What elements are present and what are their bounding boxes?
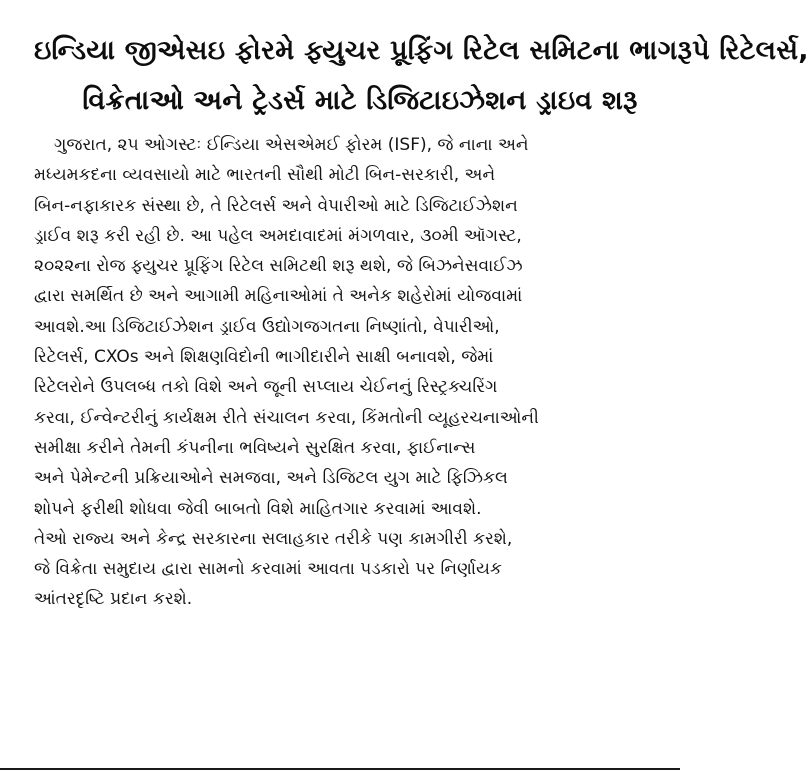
- body-line: રિટેલરોને ઉપલબ્ધ તકો વિશે અને જૂની સપ્લાય ચેઈનનું રિસ્ટ્રક્ચરિંગ: [34, 377, 498, 398]
- bottom-rule: [0, 768, 680, 770]
- body-line: આંતરદૃષ્ટિ પ્રદાન કરશે.: [34, 589, 193, 610]
- article-body: [34, 130, 686, 615]
- body-line: ડ્રાઈવ શરૂ કરી રહી છે. આ પહેલ અમદાવાદમાં મંગળવાર, ૩૦મી ઑગસ્ટ,: [34, 225, 522, 246]
- body-line: કરવા, ઈન્વેન્ટરીનું કાર્યક્ષમ રીતે સંચાલન કરવા, કિંમતોની વ્યૂહરચનાઓની: [34, 407, 539, 428]
- body-line: દ્વારા સમર્થિત છે અને આગામી મહિનાઓમાં તે અનેક શહેરોમાં યોજવામાં: [34, 286, 523, 307]
- body-line: સમીક્ષા કરીને તેમની કંપનીના ભવિષ્યને સુરક્ષિત કરવા, ફાઈનાન્સ: [34, 437, 476, 458]
- headline: [34, 26, 809, 126]
- body-line: તેઓ રાજ્ય અને કેન્દ્ર સરકારના સલાહકાર તરીકે પણ કામગીરી કરશે,: [34, 528, 513, 549]
- body-line: બિન-નફાકારક સંસ્થા છે, તે રિટેલર્સ અને વેપારીઓ માટે ડિજિટાઈઝેશન: [34, 195, 518, 216]
- body-line: શોપને ફરીથી શોધવા જેવી બાબતો વિશે માહિતગાર કરવામાં આવશે.: [34, 498, 482, 519]
- body-line: આવશે.આ ડિજિટાઈઝેશન ડ્રાઈવ ઉદ્યોગજગતના નિષ્ણાંતો, વેપારીઓ,: [34, 316, 500, 337]
- body-line: મધ્યમકદના વ્યવસાયો માટે ભારતની સૌથી મોટી બિન-સરકારી, અને: [34, 165, 496, 186]
- headline-line: ઇન્ડિયા જીએસઇ ફોરમે ફ્યુચર પ્રૂફિંગ રિટેલ સમિટના ભાગરૂપે રિટેલર્સ,: [34, 35, 809, 66]
- body-line: અને પેમેન્ટની પ્રક્રિયાઓને સમજવા, અને ડિજિટલ યુગ માટે ફિઝિકલ: [34, 468, 508, 489]
- body-line: ગુજરાત, ૨૫ ઓગસ્ટઃ ઈન્ડિયા એસએમઈ ફોરમ (ISF), જે નાના અને: [54, 135, 529, 155]
- body-line: ૨૦૨૨ના રોજ ફ્યુચર પ્રૂફિંગ રિટેલ સમિટથી શરૂ થશે, જે બિઝનેસવાઈઝ: [34, 256, 523, 277]
- body-line: જે વિક્રેતા સમુદાય દ્વારા સામનો કરવામાં આવતા પડકારો પર નિર્ણાયક: [34, 559, 502, 580]
- headline-line: વિક્રેતાઓ અને ટ્રેડર્સ માટે ડિજિટાઇઝેશન ડ્રાઇવ શરૂ: [82, 85, 638, 116]
- body-line: રિટેલર્સ, CXOs અને શિક્ષણવિદોની ભાગીદારીને સાક્ષી બનાવશે, જેમાં: [34, 347, 494, 368]
